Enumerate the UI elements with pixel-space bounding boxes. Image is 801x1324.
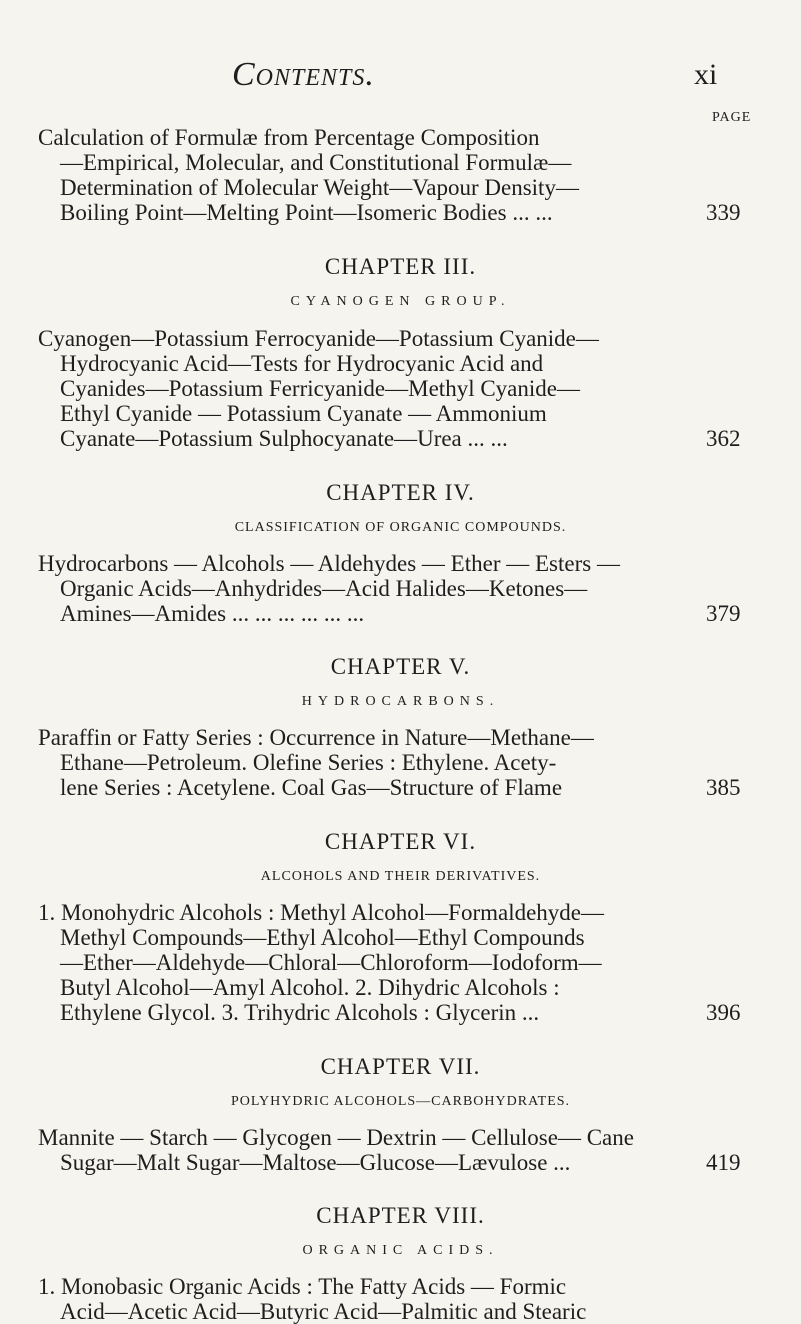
contents-entry — [38, 326, 678, 451]
entry-line: Cyanogen—Potassium Ferrocyanide—Potassium Cyanide— — [38, 326, 599, 351]
entry-page-number: 379 — [706, 601, 741, 626]
contents-entry — [38, 725, 678, 800]
contents-entry — [38, 551, 678, 626]
chapter-heading: CHAPTER III. — [324, 254, 477, 279]
entry-line: —Empirical, Molecular, and Constitutional Formulæ— — [60, 150, 572, 175]
entry-line: Organic Acids—Anhydrides—Acid Halides—Ketones— — [60, 576, 588, 601]
chapter-heading: CHAPTER VII. — [320, 1054, 481, 1079]
contents-entry — [38, 1125, 678, 1175]
entry-page-number: 419 — [706, 1150, 741, 1175]
contents-entry — [38, 1274, 678, 1324]
chapter-subtitle: POLYHYDRIC ALCOHOLS—CARBOHYDRATES. — [230, 1094, 571, 1109]
entry-line: Ethyl Cyanide — Potassium Cyanate — Ammonium — [60, 401, 547, 426]
entry-line: Paraffin or Fatty Series : Occurrence in Nature—Methane— — [38, 725, 594, 750]
entry-line: Amines—Amides ... ... ... ... ... ... — [60, 601, 365, 626]
entry-page-number: 339 — [706, 200, 741, 225]
entry-line: Hydrocyanic Acid—Tests for Hydrocyanic Acid and — [60, 351, 544, 376]
contents-entry — [38, 125, 678, 225]
chapter-heading: CHAPTER VI. — [324, 829, 477, 854]
chapter-heading: CHAPTER IV. — [326, 480, 475, 505]
page-column-label: PAGE — [712, 110, 752, 125]
chapter-subtitle: CLASSIFICATION OF ORGANIC COMPOUNDS. — [234, 520, 567, 535]
entry-line: Mannite — Starch — Glycogen — Dextrin — Cellulose— Cane — [38, 1125, 634, 1150]
entry-line: Cyanate—Potassium Sulphocyanate—Urea ... ... — [60, 426, 508, 451]
entry-line: Ethane—Petroleum. Olefine Series : Ethylene. Acety- — [60, 750, 557, 775]
entry-line: Butyl Alcohol—Amyl Alcohol. 2. Dihydric Alcohols : — [60, 975, 560, 1000]
entry-line: —Ether—Aldehyde—Chloral—Chloroform—Iodoform— — [60, 950, 602, 975]
entry-line: Acid—Acetic Acid—Butyric Acid—Palmitic and Stearic — [60, 1299, 587, 1324]
entry-line: Ethylene Glycol. 3. Trihydric Alcohols : Glycerin ... — [60, 1000, 540, 1025]
entry-line: Cyanides—Potassium Ferricyanide—Methyl Cyanide— — [60, 376, 580, 401]
chapter-heading: CHAPTER V. — [330, 654, 471, 679]
entry-page-number: 362 — [706, 426, 741, 451]
entry-line: Determination of Molecular Weight—Vapour Density— — [60, 175, 579, 200]
chapter-subtitle: ORGANIC ACIDS. — [302, 1243, 499, 1258]
entry-page-number: 385 — [706, 775, 741, 800]
running-title: Contents. — [232, 56, 375, 93]
entry-line: Calculation of Formulæ from Percentage Composition — [38, 125, 540, 150]
chapter-heading: CHAPTER VIII. — [316, 1203, 485, 1228]
page-folio: xi — [694, 58, 718, 91]
entry-line: Hydrocarbons — Alcohols — Aldehydes — Ether — Esters — — [38, 551, 620, 576]
entry-line: Sugar—Malt Sugar—Maltose—Glucose—Lævulose ... — [60, 1150, 571, 1175]
entry-line: 1. Monohydric Alcohols : Methyl Alcohol—Formaldehyde— — [38, 900, 605, 925]
chapter-subtitle: HYDROCARBONS. — [301, 694, 500, 709]
chapter-subtitle: CYANOGEN GROUP. — [290, 294, 511, 309]
chapter-subtitle: ALCOHOLS AND THEIR DERIVATIVES. — [260, 869, 541, 884]
entry-page-number: 396 — [706, 1000, 741, 1025]
entry-line: 1. Monobasic Organic Acids : The Fatty Acids — Formic — [38, 1274, 567, 1299]
entry-line: Boiling Point—Melting Point—Isomeric Bodies ... ... — [60, 200, 553, 225]
entry-line: Methyl Compounds—Ethyl Alcohol—Ethyl Compounds — [60, 925, 585, 950]
entry-line: lene Series : Acetylene. Coal Gas—Structure of Flame — [60, 775, 563, 800]
contents-entry — [38, 900, 678, 1025]
